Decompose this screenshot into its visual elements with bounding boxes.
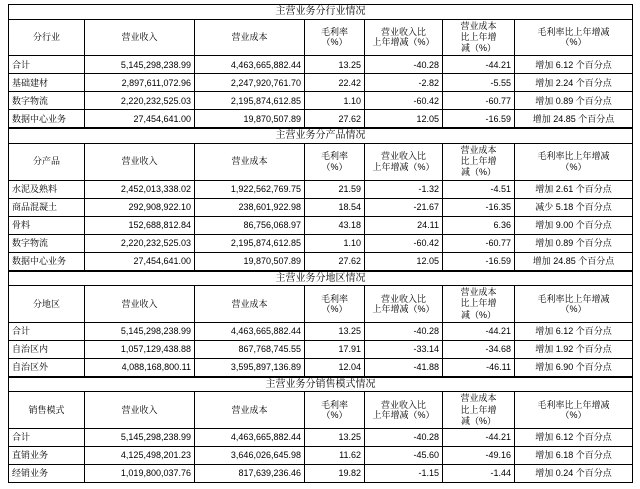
- financial-table: [8, 271, 633, 377]
- cell-percent: -1.44: [443, 465, 515, 483]
- cell-percent: -44.21: [443, 322, 515, 340]
- table-row: [9, 110, 633, 128]
- table-row: [9, 198, 633, 216]
- table-title: 主营业务分行业情况: [9, 5, 633, 20]
- cell-margin-change: 增加 1.92 个百分点: [515, 340, 633, 358]
- column-header-line: 减（%）: [460, 309, 496, 320]
- cell-percent: -49.16: [443, 447, 515, 465]
- cell-percent: 24.11: [365, 216, 443, 234]
- cell-amount: 2,897,611,072.96: [85, 74, 195, 92]
- cell-amount: 2,220,232,525.03: [85, 92, 195, 110]
- cell-percent: 43.18: [305, 216, 365, 234]
- table-title: 主营业务分销售模式情况: [9, 377, 633, 392]
- column-header: [9, 392, 85, 429]
- column-header-line: 上年增减（%）: [372, 303, 435, 314]
- cell-amount: 4,463,665,882.44: [195, 56, 305, 74]
- column-header-line: （%）: [321, 37, 348, 48]
- cell-percent: 17.91: [305, 340, 365, 358]
- cell-amount: 3,646,026,645.98: [195, 447, 305, 465]
- column-header-line: （%）: [560, 161, 587, 172]
- column-header-line: 营业收入: [121, 298, 158, 309]
- column-header: [195, 143, 305, 180]
- column-header-line: 营业收入: [121, 156, 158, 167]
- cell-percent: -60.42: [365, 234, 443, 252]
- cell-percent: -40.28: [365, 56, 443, 74]
- column-header-line: （%）: [560, 37, 587, 48]
- column-header: [443, 19, 515, 56]
- table-header-row: [9, 392, 633, 429]
- cell-amount: 2,220,232,525.03: [85, 234, 195, 252]
- table-row: [9, 465, 633, 483]
- cell-margin-change: 增加 6.18 个百分点: [515, 447, 633, 465]
- column-header: [85, 143, 195, 180]
- row-label: 骨料: [9, 216, 85, 234]
- column-header-line: 营业成本: [460, 287, 497, 297]
- cell-margin-change: 增加 6.90 个百分点: [515, 358, 633, 376]
- cell-percent: 19.82: [305, 465, 365, 483]
- cell-amount: 27,454,641.00: [85, 110, 195, 128]
- row-label: 自治区外: [9, 358, 85, 376]
- cell-percent: 11.62: [305, 447, 365, 465]
- cell-margin-change: 增加 6.12 个百分点: [515, 322, 633, 340]
- cell-amount: 1,057,129,438.88: [85, 340, 195, 358]
- cell-percent: 12.05: [365, 110, 443, 128]
- row-label: 数字物流: [9, 92, 85, 110]
- table-header-row: [9, 19, 633, 56]
- cell-amount: 5,145,298,238.99: [85, 322, 195, 340]
- cell-percent: 13.25: [305, 429, 365, 447]
- cell-percent: -16.35: [443, 198, 515, 216]
- cell-percent: -46.11: [443, 358, 515, 376]
- column-header: [515, 143, 633, 180]
- column-header-line: 毛利率比上年增减: [537, 293, 610, 304]
- cell-percent: -4.51: [443, 180, 515, 198]
- column-header-line: 减（%）: [460, 43, 496, 53]
- cell-amount: 1,019,800,037.76: [85, 465, 195, 483]
- column-header-line: 营业成本: [460, 393, 497, 404]
- column-header: [195, 286, 305, 323]
- cell-amount: 5,145,298,238.99: [85, 56, 195, 74]
- cell-margin-change: 增加 0.89 个百分点: [515, 92, 633, 110]
- column-header: [305, 143, 365, 180]
- cell-percent: -1.32: [365, 180, 443, 198]
- row-label: 数字物流: [9, 234, 85, 252]
- column-header: [85, 286, 195, 323]
- row-label: 合计: [9, 56, 85, 74]
- cell-margin-change: 增加 2.61 个百分点: [515, 180, 633, 198]
- cell-percent: -60.77: [443, 234, 515, 252]
- cell-amount: 4,125,498,201.23: [85, 447, 195, 465]
- column-header-line: （%）: [321, 161, 348, 172]
- cell-percent: 21.59: [305, 180, 365, 198]
- cell-amount: 5,145,298,238.99: [85, 429, 195, 447]
- table-row: [9, 252, 633, 270]
- column-header-line: 营业成本: [231, 156, 268, 167]
- column-header: [9, 19, 85, 56]
- cell-percent: -16.59: [443, 252, 515, 270]
- column-header: [9, 143, 85, 180]
- column-header: [305, 392, 365, 429]
- column-header: [365, 143, 443, 180]
- column-header: [85, 392, 195, 429]
- column-header-line: 毛利率: [320, 399, 348, 410]
- column-header: [305, 286, 365, 323]
- cell-amount: 152,688,812.84: [85, 216, 195, 234]
- cell-amount: 292,908,922.10: [85, 198, 195, 216]
- column-header-line: 销售模式: [28, 404, 65, 415]
- column-header: [515, 392, 633, 429]
- cell-amount: 2,195,874,612.85: [195, 234, 305, 252]
- row-label: 直销业务: [9, 447, 85, 465]
- cell-percent: -16.59: [443, 110, 515, 128]
- cell-margin-change: 增加 2.24 个百分点: [515, 74, 633, 92]
- cell-amount: 3,595,897,136.89: [195, 358, 305, 376]
- table-row: [9, 92, 633, 110]
- column-header-line: 上年增减（%）: [372, 410, 435, 421]
- column-header-line: 比上年增: [460, 298, 497, 309]
- column-header: [443, 143, 515, 180]
- cell-amount: 19,870,507.89: [195, 110, 305, 128]
- cell-amount: 27,454,641.00: [85, 252, 195, 270]
- row-label: 水泥及熟料: [9, 180, 85, 198]
- cell-amount: 19,870,507.89: [195, 252, 305, 270]
- cell-amount: 2,195,874,612.85: [195, 92, 305, 110]
- cell-margin-change: 增加 0.24 个百分点: [515, 465, 633, 483]
- cell-percent: -34.68: [443, 340, 515, 358]
- column-header: [365, 392, 443, 429]
- column-header: [365, 19, 443, 56]
- table-title: 主营业务分地区情况: [9, 271, 633, 286]
- column-header-line: 比上年增: [460, 31, 497, 42]
- column-header-line: 营业成本: [231, 298, 268, 309]
- column-header-line: 分行业: [32, 32, 60, 43]
- row-label: 数据中心业务: [9, 110, 85, 128]
- row-label: 合计: [9, 429, 85, 447]
- column-header-line: 毛利率比上年增减: [537, 27, 610, 38]
- financial-table: [8, 4, 633, 128]
- cell-percent: -60.42: [365, 92, 443, 110]
- table-row: [9, 340, 633, 358]
- cell-percent: -44.21: [443, 56, 515, 74]
- cell-percent: -33.14: [365, 340, 443, 358]
- cell-margin-change: 减少 5.18 个百分点: [515, 198, 633, 216]
- cell-percent: 12.05: [365, 252, 443, 270]
- table-row: [9, 358, 633, 376]
- cell-percent: -44.21: [443, 429, 515, 447]
- column-header: [195, 19, 305, 56]
- cell-amount: 238,601,922.98: [195, 198, 305, 216]
- row-label: 商品混凝土: [9, 198, 85, 216]
- column-header-line: 营业成本: [460, 144, 497, 155]
- financial-table: [8, 377, 633, 483]
- financial-table: [8, 128, 633, 270]
- column-header: [195, 392, 305, 429]
- column-header-line: 营业收入: [121, 404, 158, 415]
- cell-percent: 18.54: [305, 198, 365, 216]
- cell-amount: 86,756,068.97: [195, 216, 305, 234]
- cell-amount: 1,922,562,769.75: [195, 180, 305, 198]
- row-label: 经销业务: [9, 465, 85, 483]
- column-header-line: 毛利率: [320, 293, 348, 304]
- cell-amount: 817,639,236.46: [195, 465, 305, 483]
- cell-percent: 27.62: [305, 110, 365, 128]
- table-row: [9, 74, 633, 92]
- cell-percent: -40.28: [365, 322, 443, 340]
- tables-container: [8, 4, 632, 483]
- cell-amount: 867,768,745.55: [195, 340, 305, 358]
- cell-margin-change: 增加 9.00 个百分点: [515, 216, 633, 234]
- row-label: 基础建材: [9, 74, 85, 92]
- row-label: 合计: [9, 322, 85, 340]
- column-header-line: 减（%）: [460, 415, 496, 426]
- column-header-line: 减（%）: [460, 167, 496, 178]
- table-header-row: [9, 286, 633, 323]
- table-row: [9, 216, 633, 234]
- table-row: [9, 322, 633, 340]
- cell-percent: 1.10: [305, 234, 365, 252]
- cell-margin-change: 增加 24.85 个百分点: [515, 252, 633, 270]
- column-header-line: 营业收入比: [380, 27, 426, 38]
- cell-amount: 4,088,168,800.11: [85, 358, 195, 376]
- cell-amount: 4,463,665,882.44: [195, 429, 305, 447]
- column-header-line: （%）: [560, 303, 587, 314]
- cell-margin-change: 增加 6.12 个百分点: [515, 56, 633, 74]
- cell-percent: -41.88: [365, 358, 443, 376]
- column-header: [515, 19, 633, 56]
- column-header: [365, 286, 443, 323]
- cell-margin-change: 增加 0.89 个百分点: [515, 234, 633, 252]
- column-header-line: 毛利率: [320, 151, 348, 162]
- table-row: [9, 429, 633, 447]
- cell-percent: 12.04: [305, 358, 365, 376]
- cell-percent: 1.10: [305, 92, 365, 110]
- column-header: [85, 19, 195, 56]
- cell-percent: -21.67: [365, 198, 443, 216]
- row-label: 数据中心业务: [9, 252, 85, 270]
- column-header-line: （%）: [321, 303, 348, 314]
- cell-margin-change: 增加 24.85 个百分点: [515, 110, 633, 128]
- cell-percent: -1.15: [365, 465, 443, 483]
- table-row: [9, 234, 633, 252]
- table-row: [9, 447, 633, 465]
- column-header: [515, 286, 633, 323]
- column-header-line: 营业成本: [231, 404, 268, 415]
- cell-percent: 22.42: [305, 74, 365, 92]
- cell-percent: -45.60: [365, 447, 443, 465]
- column-header-line: 营业成本: [460, 20, 497, 31]
- cell-percent: 13.25: [305, 56, 365, 74]
- cell-percent: -60.77: [443, 92, 515, 110]
- table-header-row: [9, 143, 633, 180]
- column-header-line: 毛利率比上年增减: [537, 151, 610, 162]
- column-header-line: 分地区: [32, 298, 60, 309]
- table-row: [9, 180, 633, 198]
- column-header-line: 营业收入比: [380, 399, 426, 410]
- column-header-line: 上年增减（%）: [372, 37, 435, 48]
- cell-percent: 6.36: [443, 216, 515, 234]
- table-title: 主营业务分产品情况: [9, 129, 633, 144]
- column-header-line: 上年增减（%）: [372, 161, 435, 172]
- cell-amount: 4,463,665,882.44: [195, 322, 305, 340]
- column-header-line: 营业收入比: [380, 151, 426, 162]
- column-header-line: 比上年增: [460, 156, 497, 166]
- column-header: [9, 286, 85, 323]
- column-header: [443, 286, 515, 323]
- column-header-line: 营业收入: [121, 32, 158, 43]
- column-header-line: 毛利率: [320, 27, 348, 38]
- column-header-line: 营业成本: [231, 32, 268, 43]
- cell-percent: -40.28: [365, 429, 443, 447]
- column-header-line: 营业收入比: [380, 293, 426, 304]
- cell-amount: 2,452,013,338.02: [85, 180, 195, 198]
- row-label: 自治区内: [9, 340, 85, 358]
- cell-percent: -5.55: [443, 74, 515, 92]
- cell-amount: 2,247,920,761.70: [195, 74, 305, 92]
- column-header-line: 比上年增: [460, 404, 497, 415]
- column-header-line: 毛利率比上年增减: [537, 399, 610, 410]
- column-header-line: 分产品: [32, 156, 60, 167]
- table-row: [9, 56, 633, 74]
- cell-percent: 27.62: [305, 252, 365, 270]
- cell-percent: 13.25: [305, 322, 365, 340]
- column-header: [305, 19, 365, 56]
- column-header: [443, 392, 515, 429]
- cell-percent: -2.82: [365, 74, 443, 92]
- column-header-line: （%）: [560, 410, 587, 421]
- column-header-line: （%）: [321, 410, 348, 421]
- cell-margin-change: 增加 6.12 个百分点: [515, 429, 633, 447]
